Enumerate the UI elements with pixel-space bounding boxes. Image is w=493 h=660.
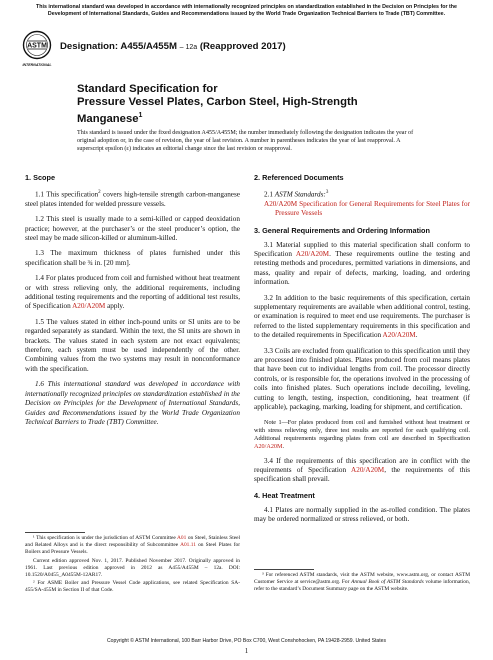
wto-notice: This international standard was developed in accordance with internationally recognized principles on standardization established in the Decision on Principles for the Development of International Standards, Guides and Recommendations issued by the World Trade Organization Technical Barriers to Trade (TBT) Committee. — [36, 4, 457, 17]
link-a20[interactable]: A20/A20M — [295, 250, 330, 259]
title-line-2: Pressure Vessel Plates, Carbon Steel, High-Strength — [77, 96, 358, 109]
link-a20[interactable]: A20/A20M — [382, 331, 416, 340]
footnote-rule-left — [25, 532, 85, 533]
logo-text: ASTM — [27, 42, 47, 50]
link-a01[interactable]: A01 — [177, 535, 187, 541]
para-3-1: 3.1 Material supplied to this material specification shall conform to Specification A20/A20M. These requirements outline the testing and retesting methods and procedures, permitted variations in dimensions, and mass, quality and repair of defects, marking, loading, and ordering information. — [254, 240, 470, 287]
general-heading: 3. General Requirements and Ordering Information — [254, 225, 430, 235]
designation-label: Designation: A455/A455M — [60, 41, 177, 52]
link-a01-11[interactable]: A01.11 — [180, 542, 196, 549]
para-1-2: 1.2 This steel is usually made to a semi-killed or capped deoxidation practice; however, at the purchaser’s or the steel producer’s option, the steel may be made silicon-killed or aluminum-killed. — [25, 215, 240, 243]
footnote-2: ² For ASME Boiler and Pressure Vessel Code applications, see related Specification SA-455/SA-455M in Section II of that Code. — [25, 580, 240, 594]
designation — [60, 41, 286, 52]
para-1-4: 1.4 For plates produced from coil and furnished without heat treatment or with stress relieving only, the additional requirements, including additional testing requirements and the reporting of additional test results, of Specification A20/A20M apply. — [25, 274, 240, 311]
page-number: 1 — [244, 647, 249, 655]
para-4-1: 4.1 Plates are normally supplied in the as-rolled condition. The plates may be ordered normalized or stress relieved, or both. — [254, 505, 470, 524]
para-1-3: 1.3 The maximum thickness of plates furnished under this specification shall be ¾ in. [20 mm]. — [25, 249, 240, 267]
link-a20[interactable]: A20/A20M — [351, 465, 385, 474]
copyright-footer: Copyright © ASTM International, 100 Barr Harbor Drive, PO Box C700, West Conshohocken, PA 19428-2959. United States — [106, 638, 387, 644]
para-1-5: 1.5 The values stated in either inch-pound units or SI units are to be regarded separately as standard. Within the text, the SI units are shown in brackets. The values stated in each system are not exact equivalents; therefore, each system must be used independently of the other. Combining values from the two systems may result in nonconformance with the specification. — [25, 317, 240, 373]
logo-subtext: INTERNATIONAL — [22, 63, 52, 67]
heat-heading: 4. Heat Treatment — [254, 490, 315, 500]
para-2-1: 2.1 ASTM Standards:$^3$ — [264, 190, 329, 199]
note-1: Note 1—For plates produced from coil and furnished without heat treatment or with stress relieving only, three test results are reported for each qualifying coil. Additional requirements regarding plates from coil are described in Specification A20/A20M. — [254, 418, 470, 450]
para-1-6: 1.6 This international standard was developed in accordance with internationally recognized principles on standardization established in the Decision on Principles for the Development of International Standards, Guides and Recommendations issued by the World Trade Organization Technical Barriers to Trade (TBT) Committee. — [25, 380, 240, 426]
left-column — [25, 173, 240, 433]
refs-heading: 2. Referenced Documents — [254, 173, 344, 182]
title-footnote-mark: 1 — [138, 112, 143, 120]
left-footnotes — [25, 535, 240, 596]
footnote-rule-right — [254, 569, 314, 570]
astm-logo — [22, 30, 52, 70]
para-3-2: 3.2 In addition to the basic requirements of this specification, certain supplementary requirements are available when additional control, testing, or examination is required to meet end use requirements. The purchaser is referred to the listed supplementary requirements in this specification and to the detailed requirements in Specification A20/A20M. — [254, 293, 470, 340]
footnote-3: ³ For referenced ASTM standards, visit the ASTM website, www.astm.org, or contact ASTM Customer Service at service@astm.org. For Annual Book of ASTM Standards volume information, refer to the standard’s Document Summary page on the ASTM website. — [254, 572, 470, 593]
link-a20[interactable]: A20/A20M — [254, 442, 283, 450]
scope-heading: 1. Scope — [25, 173, 56, 182]
designation-year: – 12a — [179, 44, 198, 51]
footnote-1-edition: Current edition approved Nov. 1, 2017. Published November 2017. Originally approved in 1961. Last previous edition approved in 2012 as A455/A455M – 12a. DOI: 10.1520/A0455_A0455M-12AR17. — [25, 557, 240, 579]
right-column — [254, 173, 470, 531]
title-line-1: Standard Specification for — [77, 83, 218, 95]
para-3-4: 3.4 If the requirements of this specification are in conflict with the requirements of Specification A20/A20M, the requirements of this specification shall prevail. — [254, 456, 470, 484]
footnote-1: ¹ This specification is under the jurisdiction of ASTM Committee A01 on Steel, Stainless Steel and Related Alloys and is the direct responsibility of Subcommittee A01.11 on Steel Plates for Boilers and Pressure Vessels. — [25, 535, 240, 556]
ref-a20[interactable]: A20/A20M Specification for General Requirements for Steel Plates for Pressure Vessels — [264, 199, 470, 218]
document-title — [77, 83, 417, 126]
para-3-3: 3.3 Coils are excluded from qualification to this specification until they are processed into finished plates. Plates produced from coil means plates that have been cut to individual lengths from coil. The processor directly controls, or is responsible for, the operations involved in the processing of coils into finished plates. Such operations include decoiling, leveling, cutting to length, testing, inspection, conditioning, heat treatment (if applicable), packaging, marking, loading for shipment, and certification. — [254, 346, 470, 412]
preamble: This standard is issued under the fixed designation A455/A455M; the number immediately following the designation indicates the year of original adoption or, in the case of revision, the year of last revision. A number in parentheses indicates the year of last reapproval. A superscript epsilon (ε) indicates an editorial change since the last revision or reapproval. — [77, 130, 414, 152]
link-a20[interactable]: A20/A20M — [72, 302, 106, 311]
title-line-3: Manganese — [77, 113, 139, 126]
reapproved: (Reapproved 2017) — [199, 41, 286, 52]
right-footnotes — [254, 572, 470, 595]
para-1-1: 1.1 This specification$^2$ covers high-tensile strength carbon-manganese steel plates intended for welded pressure vessels. — [25, 190, 240, 208]
